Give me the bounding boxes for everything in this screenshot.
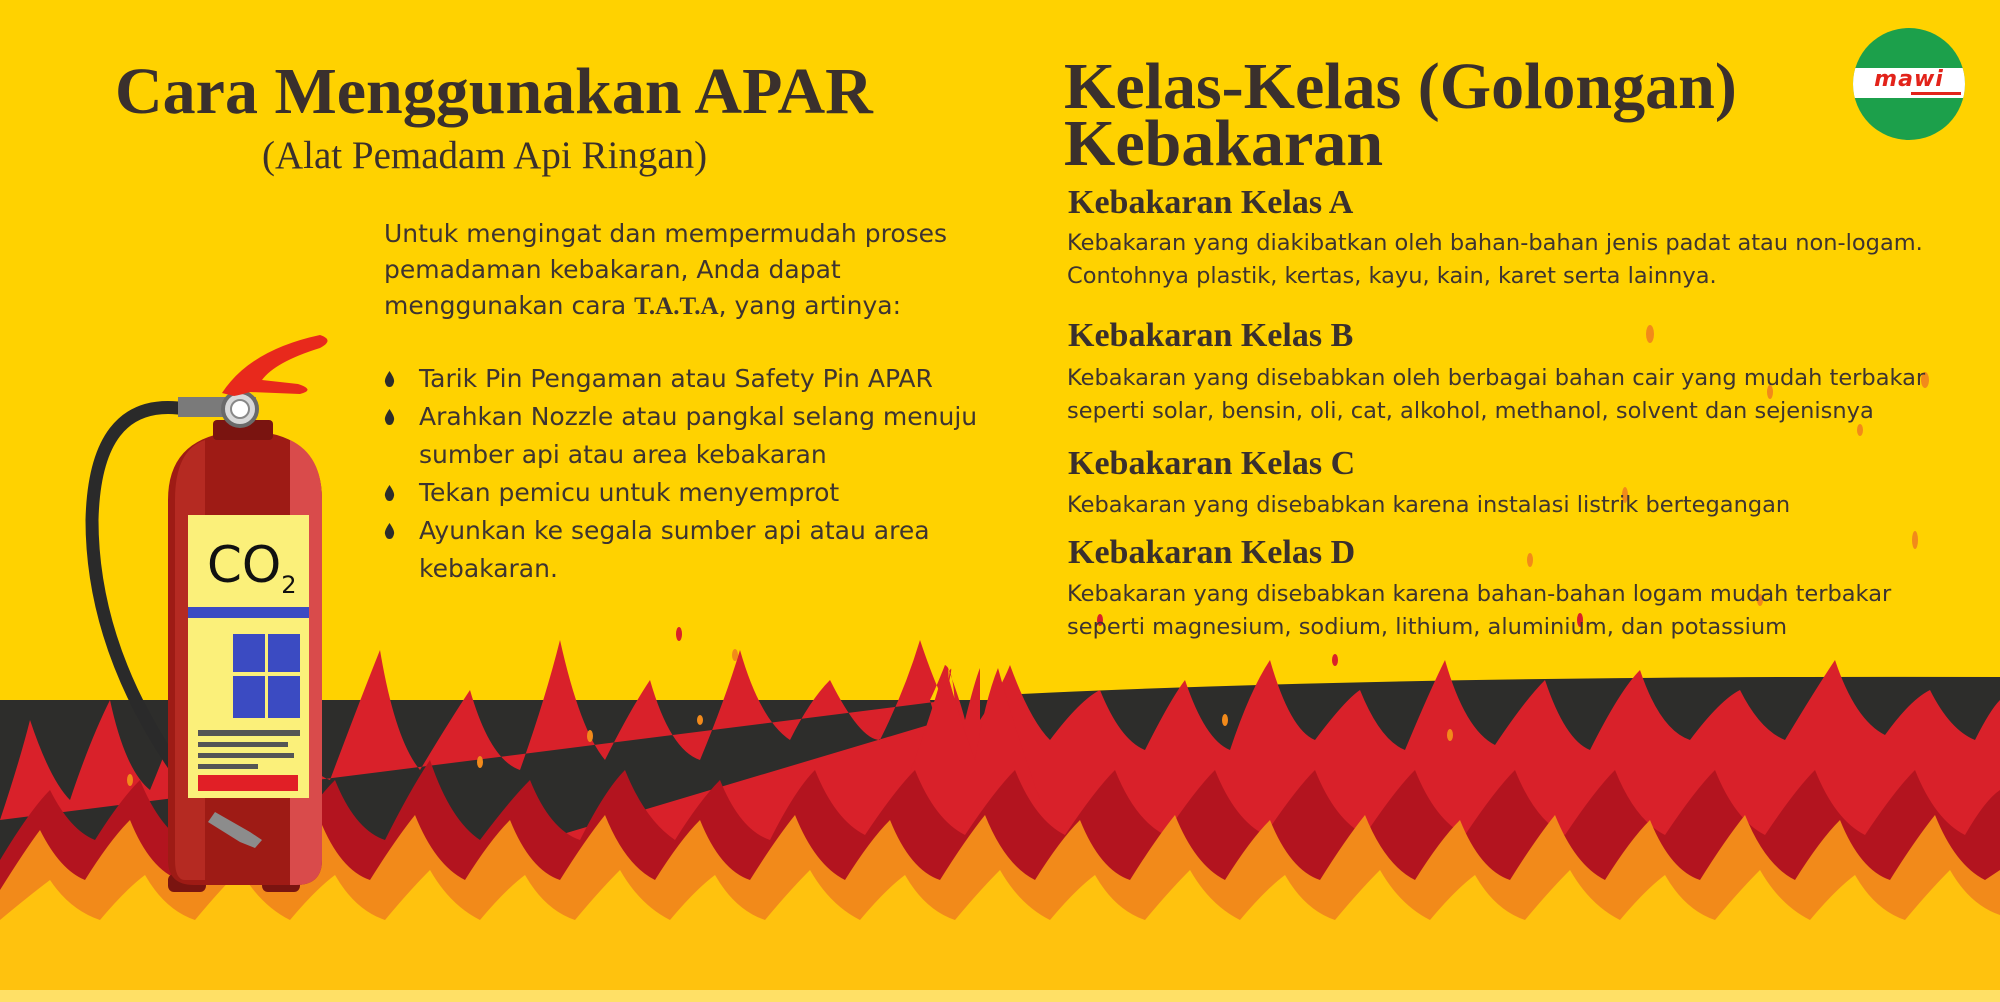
class-b-heading: Kebakaran Kelas B	[1068, 317, 1354, 354]
step-text: Arahkan Nozzle atau pangkal selang menuju sumber api atau area kebakaran	[419, 402, 978, 469]
class-c-heading: Kebakaran Kelas C	[1068, 445, 1356, 482]
class-d-heading: Kebakaran Kelas D	[1068, 534, 1356, 571]
classes-title	[1064, 50, 1784, 180]
droplet-bullet-icon	[384, 409, 395, 425]
class-d-text: Kebakaran yang disebabkan karena bahan-bahan logam mudah terbakar seperti magnesium, sodium, lithium, aluminium, dan potassium	[1067, 581, 1892, 640]
intro-text-end: , yang artinya:	[718, 291, 901, 320]
list-item	[384, 360, 984, 398]
extinguisher-handle	[222, 335, 328, 396]
droplet-bullet-icon	[384, 523, 395, 539]
step-text: Tarik Pin Pengaman atau Safety Pin APAR	[419, 364, 933, 393]
list-item	[384, 512, 984, 588]
class-a-heading: Kebakaran Kelas A	[1068, 184, 1354, 221]
mawi-logo	[1853, 28, 1965, 140]
bottom-strip	[0, 990, 2000, 1002]
droplet-bullet-icon	[384, 485, 395, 501]
main-subtitle: (Alat Pemadam Api Ringan)	[262, 134, 708, 177]
intro-text: Untuk mengingat dan mempermudah proses pemadaman kebakaran, Anda dapat menggunakan cara	[384, 219, 948, 320]
tata-acronym: T.A.T.A	[634, 293, 719, 320]
droplet-bullet-icon	[384, 371, 395, 387]
class-a-text: Kebakaran yang diakibatkan oleh bahan-bahan jenis padat atau non-logam. Contohnya plastik, kertas, kayu, kain, karet serta lainnya.	[1067, 230, 1923, 289]
classes-title-line1: Kelas-Kelas (Golongan)	[1064, 50, 1737, 123]
logo-text: mawi	[1874, 67, 1944, 92]
classes-title-line2: Kebakaran	[1064, 107, 1384, 180]
class-b-text: Kebakaran yang disebabkan oleh berbagai bahan cair yang mudah terbakar seperti solar, bensin, oli, cat, alkohol, methanol, solvent dan sejenisnya	[1067, 365, 1926, 424]
co2-main: CO	[207, 536, 282, 594]
list-item	[384, 398, 984, 474]
main-title: Cara Menggunakan APAR	[115, 55, 873, 128]
class-c-text: Kebakaran yang disebabkan karena instalasi listrik bertegangan	[1067, 492, 1791, 518]
step-text: Ayunkan ke segala sumber api atau area kebakaran.	[419, 516, 930, 583]
co2-label	[207, 536, 297, 599]
tata-steps-list	[384, 360, 984, 588]
step-text: Tekan pemicu untuk menyemprot	[419, 478, 840, 507]
intro-paragraph	[384, 216, 1004, 325]
logo-underline	[1911, 92, 1961, 95]
list-item	[384, 474, 984, 512]
co2-subscript: 2	[281, 571, 297, 599]
